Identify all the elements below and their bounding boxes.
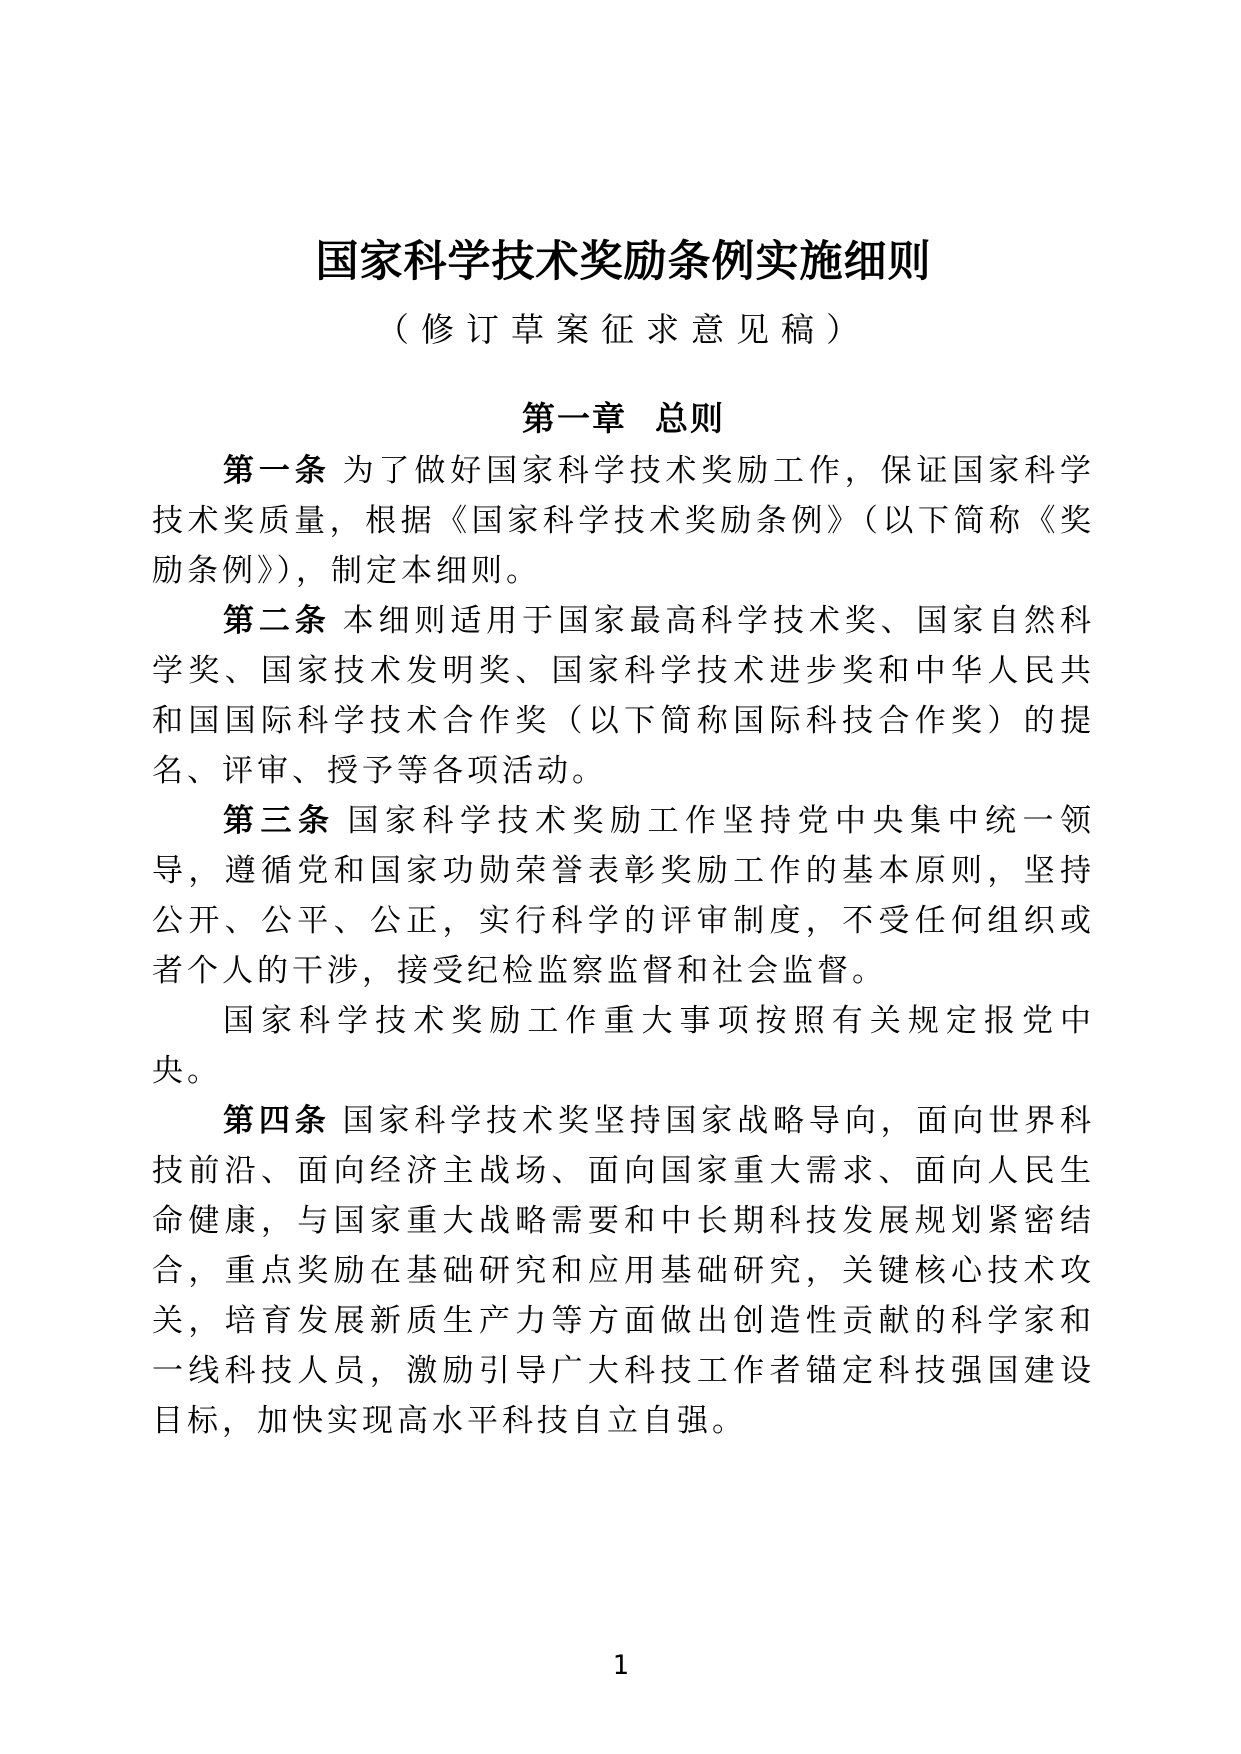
article-text-1: 为了做好国家科学技术奖励工作，保证国家科学技术奖质量，根据《国家科学技术奖励条例》（以下简称《奖励条例》），制定本细则。 bbox=[152, 453, 1095, 588]
article-paragraph-5 bbox=[152, 1096, 1095, 1446]
article-text-2: 本细则适用于国家最高科学技术奖、国家自然科学奖、国家技术发明奖、国家科学技术进步奖和中华人民共和国国际科学技术合作奖（以下简称国际科技合作奖）的提名、评审、授予等各项活动。 bbox=[152, 603, 1095, 788]
article-number-2: 第二条 bbox=[223, 603, 331, 638]
document-content bbox=[0, 234, 1241, 1446]
article-paragraph-4 bbox=[152, 996, 1095, 1096]
article-number-3: 第三条 bbox=[223, 803, 336, 838]
article-number-5: 第四条 bbox=[223, 1103, 331, 1138]
article-number-1: 第一条 bbox=[223, 453, 331, 488]
page-number: 1 bbox=[612, 1650, 629, 1681]
article-body bbox=[152, 446, 1095, 1446]
document-subtitle: （修订草案征求意见稿） bbox=[376, 313, 871, 349]
article-text-4: 国家科学技术奖励工作重大事项按照有关规定报党中央。 bbox=[152, 1003, 1095, 1088]
chapter-heading bbox=[152, 398, 1095, 442]
article-paragraph-3 bbox=[152, 796, 1095, 996]
article-paragraph-2 bbox=[152, 596, 1095, 796]
document-title: 国家科学技术奖励条例实施细则 bbox=[315, 239, 932, 286]
chapter-number: 第一章 bbox=[521, 402, 627, 438]
article-paragraph-1 bbox=[152, 446, 1095, 596]
article-text-3: 国家科学技术奖励工作坚持党中央集中统一领导，遵循党和国家功勋荣誉表彰奖励工作的基本原则，坚持公开、公平、公正，实行科学的评审制度，不受任何组织或者个人的干涉，接受纪检监察监督和社会监督。 bbox=[152, 803, 1095, 988]
chapter-name: 总则 bbox=[655, 402, 726, 438]
article-text-5: 国家科学技术奖坚持国家战略导向，面向世界科技前沿、面向经济主战场、面向国家重大需求、面向人民生命健康，与国家重大战略需要和中长期科技发展规划紧密结合，重点奖励在基础研究和应用基础研究，关键核心技术攻关，培育发展新质生产力等方面做出创造性贡献的科学家和一线科技人员，激励引导广大科技工作者锚定科技强国建设目标，加快实现高水平科技自立自强。 bbox=[152, 1103, 1095, 1438]
